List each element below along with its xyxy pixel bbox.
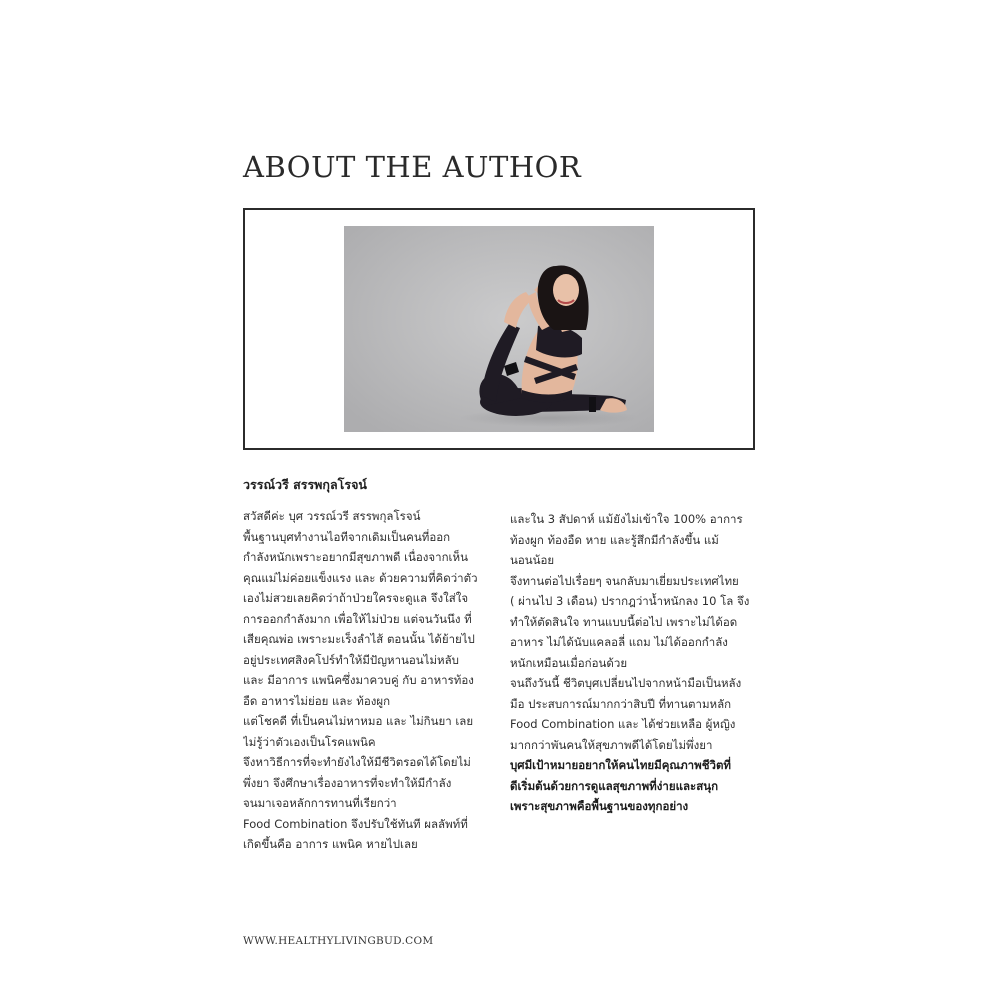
bio-line: นอนน้อย (510, 553, 555, 567)
bio-line: ทำให้ตัดสินใจ ทานแบบนี้ต่อไป เพราะไม่ได้อด (510, 614, 738, 629)
bio-line: จึงหาวิธีการที่จะทำยังไงให้มีชีวิตรอดได้โดยไม่ (243, 755, 471, 769)
author-photo (344, 226, 654, 432)
mission-statement-line: บุศมีเป้าหมายอยากให้คนไทยมีคุณภาพชีวิตที่ (510, 758, 732, 772)
bio-line: เกิดขึ้นคือ อาการ แพนิค หายไปเลย (243, 837, 418, 851)
bio-line: การออกกำลังมาก เพื่อให้ไม่ป่วย แต่จนวันนึง ที่ (243, 611, 472, 626)
bio-line: จึงทานต่อไปเรื่อยๆ จนกลับมาเยี่ยมประเทศไทย (510, 573, 739, 588)
bio-line: จนมาเจอหลักการทานที่เรียกว่า (243, 796, 397, 810)
bio-line: พึ่งยา จึงศึกษาเรื่องอาหารที่จะทำให้มีกำลัง (243, 775, 452, 790)
yoga-pose-illustration (344, 226, 654, 432)
bio-line: Food Combination จึงปรับใช้ทันที ผลลัพท์ที่ (243, 816, 468, 831)
bio-line: มากกว่าพันคนให้สุขภาพดีได้โดยไม่พึ่งยา (510, 737, 713, 752)
bio-line: อืด อาหารไม่ย่อย และ ท้องผูก (243, 693, 391, 708)
bio-line: และใน 3 สัปดาห์ แม้ยังไม่เข้าใจ 100% อาการ (510, 512, 743, 526)
bio-line: และ มีอาการ แพนิคซึ่งมาควบคู่ กับ อาหารท้อง (243, 673, 474, 687)
footer-website-url: WWW.HEALTHYLIVINGBUD.COM (243, 935, 434, 947)
bio-line: อาหาร ไม่ได้นับแคลอลี่ แถม ไม่ได้ออกกำลัง (510, 635, 728, 649)
page-title: ABOUT THE AUTHOR (243, 150, 582, 184)
mission-statement-line: เพราะสุขภาพคือพื้นฐานของทุกอย่าง (510, 799, 689, 813)
author-photo-frame (243, 208, 755, 450)
bio-line: หนักเหมือนเมื่อก่อนด้วย (510, 655, 628, 670)
mission-statement-line: ดีเริ่มต้นด้วยการดูแลสุขภาพที่ง่ายและสนุก (510, 778, 719, 793)
bio-line: อยู่ประเทศสิงคโปร์ทำให้มีปัญหานอนไม่หลับ (243, 652, 459, 667)
bio-line: เสียคุณพ่อ เพราะมะเร็งลำไส้ ตอนนั้น ได้ย้ายไป (243, 632, 475, 646)
bio-line: พื้นฐานบุศทำงานไอทีจากเดิมเป็นคนที่ออก (243, 529, 451, 544)
bio-line: ( ผ่านไป 3 เดือน) ปรากฎว่าน้ำหนักลง 10 โล จึง (510, 594, 750, 608)
author-name: วรรณ์วรี สรรพกุลโรจน์ (243, 477, 367, 492)
bio-right-column (510, 509, 756, 817)
bio-line: สวัสดีค่ะ บุศ วรรณ์วรี สรรพกุลโรจน์ (243, 509, 421, 523)
bio-line: กำลังหนักเพราะอยากมีสุขภาพดี เนื่องจากเห็น (243, 550, 468, 564)
bio-line: มือ ประสบการณ์มากกว่าสิบปี ที่ทานตามหลัก (510, 696, 732, 711)
bio-line: คุณแม่ไม่ค่อยแข็งแรง และ ด้วยความที่คิดว่าตัว (243, 570, 478, 585)
bio-line: ท้องผูก ท้องอืด หาย และรู้สึกมีกำลังขึ้น แม้ (510, 532, 719, 547)
bio-line: จนถึงวันนี้ ชีวิตบุศเปลี่ยนไปจากหน้ามือเป็นหลัง (510, 676, 742, 690)
bio-line: เองไม่สวยเลยคิดว่าถ้าป่วยใครจะดูแล จึงใส่ใจ (243, 591, 469, 605)
bio-line: แต่โชคดี ที่เป็นคนไม่หาหมอ และ ไม่กินยา เลย (243, 714, 474, 728)
bio-line: ไม่รู้ว่าตัวเองเป็นโรคแพนิค (243, 734, 376, 749)
bio-line: Food Combination และ ได้ช่วยเหลือ ผู้หญิง (510, 717, 736, 731)
bio-left-column (243, 506, 489, 855)
